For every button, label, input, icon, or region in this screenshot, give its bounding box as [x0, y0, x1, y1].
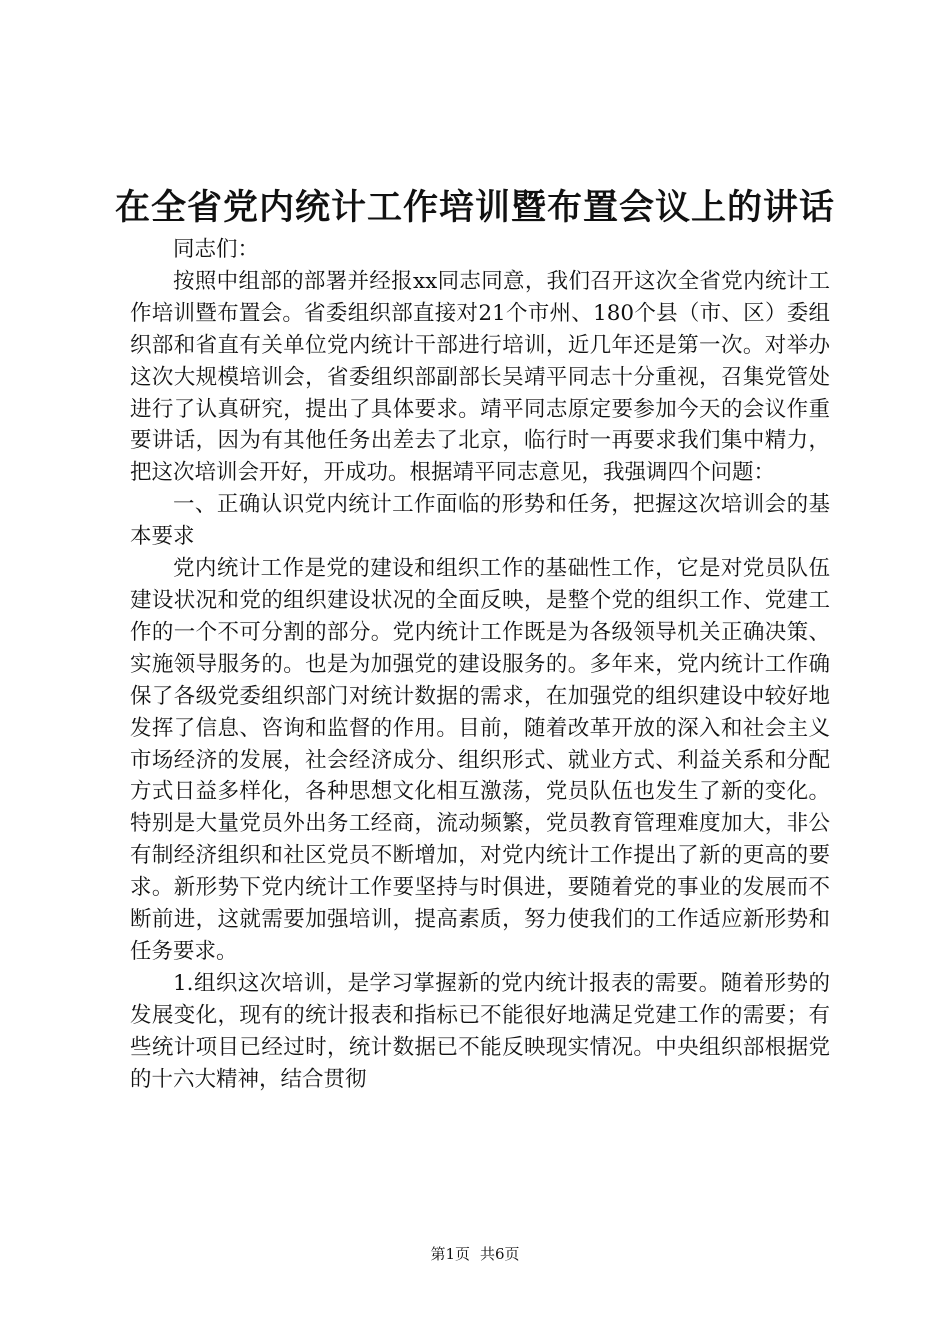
section-heading-1: 一、正确认识党内统计工作面临的形势和任务，把握这次培训会的基本要求: [130, 492, 830, 550]
page-number: 第1页: [430, 1245, 470, 1263]
intro-paragraph: 按照中组部的部署并经报xx同志同意，我们召开这次全省党内统计工作培训暨布置会。省委组织部直接对21个市州、180个县（市、区）委组织部和省直有关单位党内统计干部进行培训，近几年还是第一次。对举办这次大规模培训会，省委组织部副部长吴靖平同志十分重视，召集党管处进行了认真研究，提出了具体要求。靖平同志原定要参加今天的会议作重要讲话，因为有其他任务出差去了北京，临行时一再要求我们集中精力，把这次培训会开好，开成功。根据靖平同志意见，我强调四个问题：: [130, 268, 830, 486]
salutation-paragraph: 同志们：: [173, 237, 260, 262]
document-body: [130, 234, 830, 1095]
numbered-paragraph-1: 1.组织这次培训，是学习掌握新的党内统计报表的需要。随着形势的发展变化，现有的统计报表和指标已不能很好地满足党建工作的需要；有些统计项目已经过时，统计数据已不能反映现实情况。中央组织部根据党的十六大精神，结合贯彻: [130, 970, 830, 1092]
body-paragraph: 党内统计工作是党的建设和组织工作的基础性工作，它是对党员队伍建设状况和党的组织建设状况的全面反映，是整个党的组织工作、党建工作的一个不可分割的部分。党内统计工作既是为各级领导机关正确决策、实施领导服务的。也是为加强党的建设服务的。多年来，党内统计工作确保了各级党委组织部门对统计数据的需求，在加强党的组织建设中较好地发挥了信息、咨询和监督的作用。目前，随着改革开放的深入和社会主义市场经济的发展，社会经济成分、组织形式、就业方式、利益关系和分配方式日益多样化，各种思想文化相互激荡，党员队伍也发生了新的变化。特别是大量党员外出务工经商，流动频繁，党员教育管理难度加大，非公有制经济组织和社区党员不断增加，对党内统计工作提出了新的更高的要求。新形势下党内统计工作要坚持与时俱进，要随着党的事业的发展而不断前进，这就需要加强培训，提高素质，努力使我们的工作适应新形势和任务要求。: [130, 556, 830, 964]
page-footer: [0, 1243, 950, 1265]
document-title: 在全省党内统计工作培训暨布置会议上的讲话: [114, 187, 835, 228]
total-pages: 共6页: [480, 1245, 520, 1263]
